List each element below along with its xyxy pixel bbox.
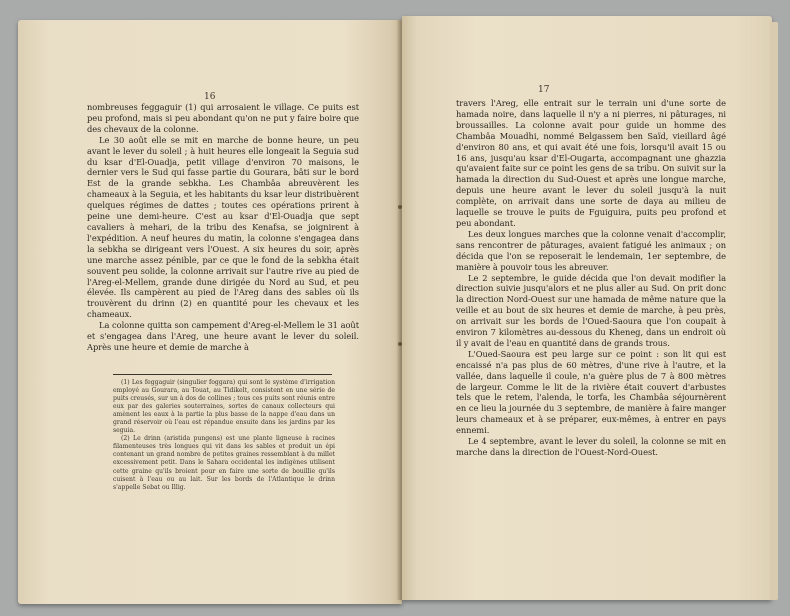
footnote: (1) Les feggaguir (singulier foggara) qui sont le système d'irrigation employé au Gourara, au Touat, au Tidikelt, consistent en une série de puits creusés, sur un à dos de collines ; tous ces puits sont réunis entre eux par des galeries souterraines, sortes de canaux collecteurs qui amènent les eaux à la partie la plus basse de la nappe d'eau dans un grand réservoir où l'eau est répandue ensuite dans les jardins par les seguia. <box>113 379 335 435</box>
open-book <box>12 12 780 604</box>
page-number-left: 16 <box>204 92 216 102</box>
paragraph: La colonne quitta son campement d'Areg-el-Mellem le 31 août et s'engagea dans l'Areg, une heure avant le lever du soleil. Après une heure et demie de marche à <box>87 320 359 352</box>
right-page-body <box>456 98 726 458</box>
footnote-rule <box>113 374 332 375</box>
paragraph: travers l'Areg, elle entrait sur le terrain uni d'une sorte de hamada noire, dans laquelle il n'y a ni pierres, ni pâturages, ni broussailles. La colonne avait pour guide un homme des Chambâa Mouadhi, nommé Belgassem ben Saïd, vieillard âgé d'environ 80 ans, et qui avait été une fois, lorsqu'il avait 15 ou 16 ans, jusqu'au ksar d'El-Ougarta, accompagnant une ghazzia qu'avaient faite sur ce point les gens de sa tribu. On suivit sur la hamada la direction du Sud-Ouest et après une longue marche, depuis une heure avant le lever du soleil jusqu'à la nuit complète, on arrivait dans une sorte de daya au milieu de laquelle se trouve le puits de Fguiguira, puits peu profond et peu abondant. <box>456 98 726 228</box>
paragraph: L'Oued-Saoura est peu large sur ce point : son lit qui est encaissé n'a pas plus de 60 mètres, d'une rive à l'autre, et la vallée, dans laquelle il coule, n'a guère plus de 7 à 800 mètres de largeur. Comme le lit de la rivière était couvert d'arbustes tels que le retem, l'alenda, le torfa, les Chambâa séjournèrent en ce lieu la journée du 3 septembre, de manière à faire manger leurs chameaux et à se préparer, eux-mêmes, à entrer en pays ennemi. <box>456 348 726 436</box>
page-number-right: 17 <box>538 85 550 95</box>
footnotes <box>113 379 335 492</box>
paragraph: nombreuses feggaguir (1) qui arrosaient le village. Ce puits est peu profond, mais si peu abondant qu'on ne put y faire boire que des chevaux de la colonne. <box>87 102 359 134</box>
paragraph: Le 2 septembre, le guide décida que l'on devait modifier la direction suivie jusqu'alors et ne plus aller au Sud. On prit donc la direction Nord-Ouest sur une hamada de même nature que la veille et au bout de six heures et demie de marche, à peu près, on arrivait sur les bords de l'Oued-Saoura que l'on coupait à environ 7 kilomètres au-dessous du Kheneg, dans un endroit où il y avait de l'eau en quantité dans de grands trous. <box>456 272 726 348</box>
paragraph: Le 4 septembre, avant le lever du soleil, la colonne se mit en marche dans la direction de l'Ouest-Nord-Ouest. <box>456 436 726 457</box>
page-stack-edge <box>770 22 778 600</box>
left-page <box>18 20 402 604</box>
left-page-body <box>87 102 359 353</box>
paragraph: Le 30 août elle se mit en marche de bonne heure, un peu avant le lever du soleil ; à huit heures elle longeait la Seguia sud du ksar d'El-Ouadja, petit village d'environ 70 maisons, le dernier vers le Sud qui fasse partie du Gourara, bâti sur le bord Est de la grande sebkha. Les Chambâa abreuvèrent les chameaux à la Seguia, et les habitants du ksar leur distribuèrent quelques régimes de dattes ; toutes ces opérations prirent à peine une demi-heure. C'est au ksar d'El-Ouadja que sept cavaliers à mehari, de la tribu des Kenafsa, se joignirent à l'expédition. A neuf heures du matin, la colonne s'engagea dans la sebkha se dirigeant vers l'Ouest. A six heures du soir, après une marche assez pénible, par ce que le fond de la sebkha était souvent peu solide, la colonne arrivait sur l'autre rive au pied de l'Areg-el-Mellem, grande dune dirigée du Nord au Sud, et peu élevée. Ils campèrent au pied de l'Areg dans des sables où ils trouvèrent du drinn (2) en quantité pour les chevaux et les chameaux. <box>87 134 359 320</box>
paragraph: Les deux longues marches que la colonne venait d'accomplir, sans rencontrer de pâturages, avaient fatigué les animaux ; on décida que l'on se reposerait le lendemain, 1er septembre, de manière à pouvoir tous les abreuver. <box>456 228 726 272</box>
footnote: (2) Le drinn (aristida pungens) est une plante ligneuse à racines filamenteuses très longues qui vit dans les sables et produit un épi contenant un grand nombre de petites graines ressemblant à du millet excessivement petit. Dans le Sahara occidental les indigènes utilisent cette graine qu'ils broient pour en faire une sorte de bouillie qu'ils cuisent à l'eau ou au lait. Sur les bords de l'Atlantique le drinn s'appelle Sebat ou Illig. <box>113 435 335 491</box>
right-page <box>402 16 772 600</box>
